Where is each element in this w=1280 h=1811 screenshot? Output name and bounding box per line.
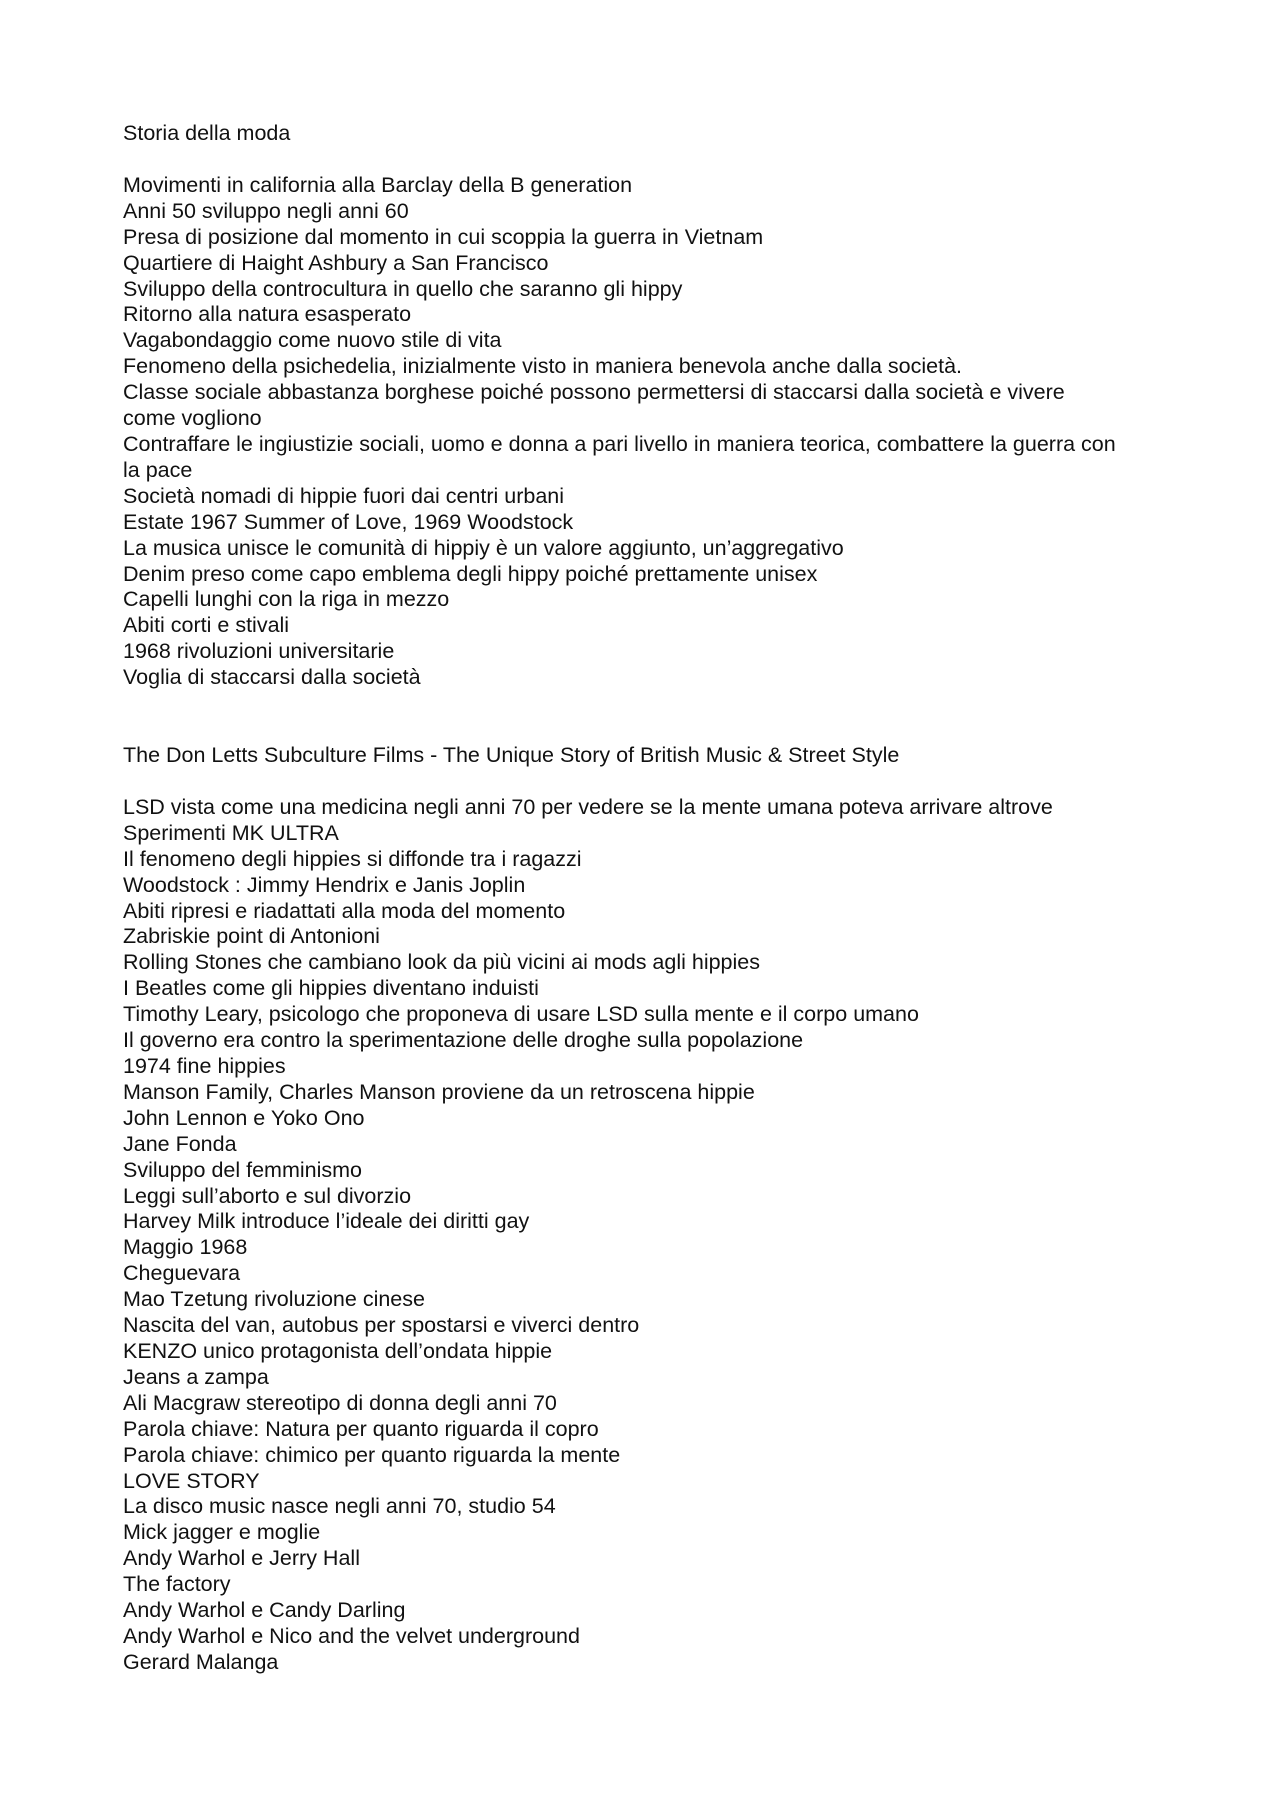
note-line: Woodstock : Jimmy Hendrix e Janis Joplin — [123, 872, 526, 897]
note-line: Mao Tzetung rivoluzione cinese — [123, 1287, 425, 1312]
note-line: Il fenomeno degli hippies si diffonde tra i ragazzi — [123, 846, 582, 871]
note-line: Vagabondaggio come nuovo stile di vita — [123, 328, 502, 353]
note-line: Gerard Malanga — [123, 1649, 279, 1674]
note-line: Ritorno alla natura esasperato — [123, 302, 412, 327]
note-line: Estate 1967 Summer of Love, 1969 Woodstock — [123, 509, 574, 534]
note-line: 1968 rivoluzioni universitarie — [123, 639, 395, 664]
note-line: Voglia di staccarsi dalla società — [123, 665, 421, 690]
note-line: La disco music nasce negli anni 70, studio 54 — [123, 1494, 556, 1519]
note-line: Anni 50 sviluppo negli anni 60 — [123, 198, 409, 223]
note-line: I Beatles come gli hippies diventano induisti — [123, 976, 539, 1001]
note-line: LOVE STORY — [123, 1468, 260, 1493]
note-line: Ali Macgraw stereotipo di donna degli anni 70 — [123, 1390, 557, 1415]
note-line: KENZO unico protagonista dell’ondata hippie — [123, 1338, 553, 1363]
note-line: Timothy Leary, psicologo che proponeva di usare LSD sulla mente e il corpo umano — [123, 1002, 919, 1027]
note-line: Jeans a zampa — [123, 1364, 269, 1389]
note-line: Abiti ripresi e riadattati alla moda del momento — [123, 898, 566, 923]
note-line: Harvey Milk introduce l’ideale dei diritti gay — [123, 1209, 530, 1234]
note-line: Sperimenti MK ULTRA — [123, 820, 339, 845]
note-line: Parola chiave: Natura per quanto riguarda il copro — [123, 1416, 599, 1441]
document-page — [123, 121, 1163, 1676]
note-line: Andy Warhol e Nico and the velvet underground — [123, 1623, 580, 1648]
note-line: Presa di posizione dal momento in cui scoppia la guerra in Vietnam — [123, 224, 764, 249]
note-line: Abiti corti e stivali — [123, 613, 290, 638]
note-line: LSD vista come una medicina negli anni 70 per vedere se la mente umana poteva arrivare altrove — [123, 794, 1053, 819]
note-line: Leggi sull’aborto e sul divorzio — [123, 1183, 412, 1208]
note-line: Andy Warhol e Candy Darling — [123, 1598, 406, 1623]
note-line: Parola chiave: chimico per quanto riguarda la mente — [123, 1442, 621, 1467]
note-line: John Lennon e Yoko Ono — [123, 1105, 365, 1130]
note-line: Movimenti in california alla Barclay della B generation — [123, 172, 633, 197]
section-title: Storia della moda — [123, 121, 291, 145]
note-line: Sviluppo del femminismo — [123, 1157, 362, 1182]
spacer — [123, 691, 1163, 743]
section-don-letts-films — [123, 743, 1163, 1676]
note-line: Maggio 1968 — [123, 1235, 248, 1260]
spacer — [123, 147, 1163, 173]
note-line: La musica unisce le comunità di hippiy è un valore aggiunto, un’aggregativo — [123, 535, 844, 560]
section-storia-della-moda — [123, 121, 1163, 691]
notes-list — [123, 173, 1163, 691]
note-line: Jane Fonda — [123, 1131, 237, 1156]
note-line: Il governo era contro la sperimentazione delle droghe sulla popolazione — [123, 1028, 804, 1053]
note-line: The factory — [123, 1572, 231, 1597]
note-line: Denim preso come capo emblema degli hippy poiché prettamente unisex — [123, 561, 818, 586]
spacer — [123, 769, 1163, 795]
note-line: Società nomadi di hippie fuori dai centri urbani — [123, 483, 565, 508]
note-line: Manson Family, Charles Manson proviene da un retroscena hippie — [123, 1079, 755, 1104]
note-line: Mick jagger e moglie — [123, 1520, 321, 1545]
note-line: Quartiere di Haight Ashbury a San Francisco — [123, 250, 549, 275]
note-line: Nascita del van, autobus per spostarsi e viverci dentro — [123, 1313, 640, 1338]
note-line: Zabriskie point di Antonioni — [123, 924, 380, 949]
notes-list — [123, 795, 1163, 1676]
note-line: Sviluppo della controcultura in quello che saranno gli hippy — [123, 276, 683, 301]
note-line: Contraffare le ingiustizie sociali, uomo e donna a pari livello in maniera teorica, combattere la guerra con la pace — [123, 431, 1116, 482]
section-title: The Don Letts Subculture Films - The Unique Story of British Music & Street Style — [123, 743, 900, 768]
note-line: 1974 fine hippies — [123, 1054, 286, 1078]
note-line: Rolling Stones che cambiano look da più vicini ai mods agli hippies — [123, 950, 761, 975]
note-line: Fenomeno della psichedelia, inizialmente visto in maniera benevola anche dalla società. — [123, 354, 963, 379]
note-line: Cheguevara — [123, 1261, 241, 1286]
note-line: Andy Warhol e Jerry Hall — [123, 1546, 360, 1571]
note-line: Classe sociale abbastanza borghese poiché possono permettersi di staccarsi dalla società e vivere come vogliono — [123, 380, 1065, 431]
note-line: Capelli lunghi con la riga in mezzo — [123, 587, 450, 612]
